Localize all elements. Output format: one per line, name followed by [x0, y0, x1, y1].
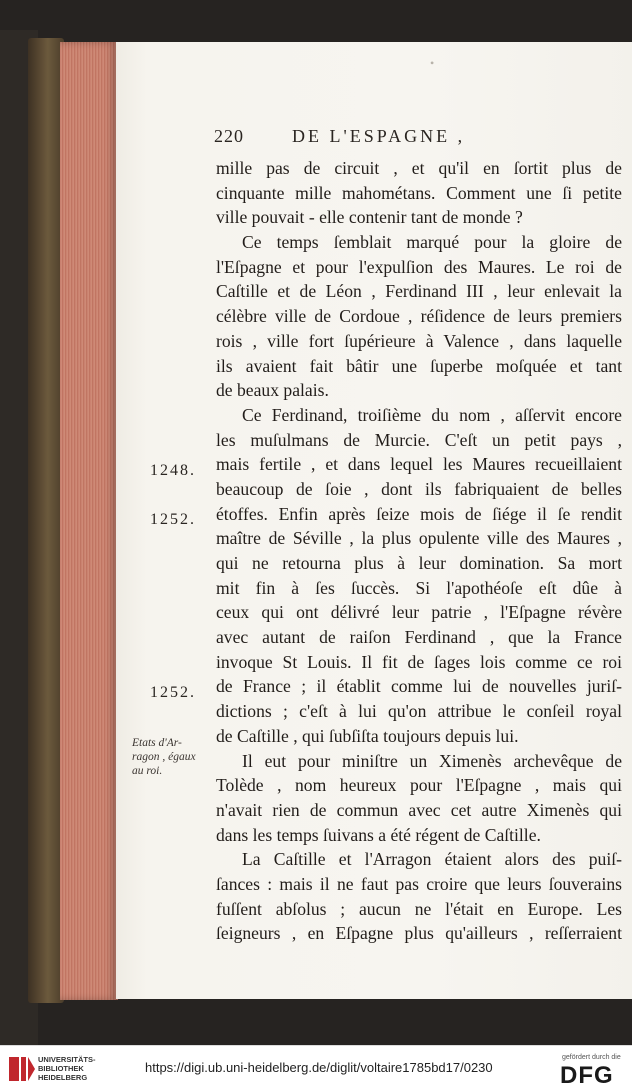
text-line: ſeigneurs , en Eſpagne plus qu'ailleurs , reſſerraient — [216, 923, 622, 944]
text-line: dictions ; c'eſt à lui qu'on attribue le conſeil royal — [216, 701, 622, 722]
text-line: mit fin à ſes ſuccès. Si l'apothéoſe eſt dûe à — [216, 577, 622, 598]
text-line: avec autant de raiſon Ferdinand , que la France — [216, 627, 622, 648]
text-line: ils avaient fait bâtir une ſuperbe moſquée et tant — [216, 355, 622, 376]
funded-by-label: gefördert durch die — [562, 1054, 621, 1061]
text-line: beaucoup de ſoie , dont ils fabriquaient de belles — [216, 478, 622, 499]
text-line: mais fertile , et dans lequel les Maures recueillaient — [216, 454, 622, 475]
text-line: de Caſtille , qui ſubſiſta toujours depuis lui. — [216, 725, 519, 746]
text-line: mille pas de circuit , et qu'il en ſortit plus de — [216, 158, 622, 178]
margin-note-line: Etats d'Ar- — [132, 737, 182, 749]
margin-note-line: au roi. — [132, 765, 163, 777]
text-line: ceux qui ont délivré leur patrie , l'Eſpagne révère — [216, 602, 622, 623]
text-line: fuſſent abſolus ; aucun ne l'était en Europe. Les — [216, 898, 622, 919]
book-page — [116, 42, 632, 999]
running-head-title: DE L'ESPAGNE , — [292, 126, 466, 146]
page-mark: • — [430, 56, 435, 70]
text-line: Ce temps ſemblait marqué pour la gloire de — [242, 232, 622, 253]
institution-name-line: BIBLIOTHEK — [38, 1064, 84, 1073]
text-line: Ce Ferdinand, troiſième du nom , aſſervit encore — [242, 404, 622, 425]
text-line: Il eut pour miniſtre un Ximenès archevêque de — [242, 750, 622, 771]
document-url-link[interactable]: https://digi.ub.uni-heidelberg.de/diglit/voltaire1785bd17/0230 — [145, 1060, 493, 1075]
page-number: 220 — [214, 126, 244, 146]
text-line: La Caſtille et l'Arragon étaient alors des puiſ- — [242, 849, 622, 870]
running-head — [214, 126, 632, 152]
text-line: maître de Séville , la plus opulente ville des Maures , — [216, 528, 622, 549]
viewer-footer — [0, 1045, 632, 1092]
body-text — [216, 156, 622, 946]
text-line: ſances : mais il ne faut pas croire que leurs ſouverains — [216, 873, 622, 894]
margin-year: 1252. — [150, 511, 196, 528]
book-spine — [28, 38, 64, 1003]
institution-name[interactable] — [38, 1055, 96, 1082]
text-line: célèbre ville de Cordoue , réſidence de leurs premiers — [216, 306, 622, 327]
text-line: ville pouvait - elle contenir tant de monde ? — [216, 207, 523, 228]
margin-year: 1248. — [150, 462, 196, 479]
text-line: Tolède , nom heureux pour l'Eſpagne , mais qui — [216, 775, 622, 796]
page-edges — [60, 42, 118, 1000]
text-line: Caſtille et de Léon , Ferdinand III , leur enlevait la — [216, 281, 622, 302]
text-line: invoque St Louis. Il fit de ſages lois comme ce roi — [216, 651, 622, 672]
text-line: dans les temps ſuivans a été régent de Caſtille. — [216, 824, 541, 845]
institution-name-line: HEIDELBERG — [38, 1073, 88, 1082]
text-line: qui ne retourna plus à leur domination. Sa mort — [216, 553, 622, 573]
text-line: de beaux palais. — [216, 380, 329, 401]
institution-name-line: UNIVERSITÄTS- — [38, 1055, 96, 1064]
text-line: l'Eſpagne et pour l'expulſion des Maures. Le roi de — [216, 256, 622, 277]
text-line: de France ; il établit comme lui de nouvelles juriſ- — [216, 676, 622, 697]
dfg-logo[interactable]: DFG — [560, 1062, 614, 1089]
margin-year: 1252. — [150, 684, 196, 701]
text-line: les muſulmans de Murcie. C'eſt un petit pays , — [216, 429, 622, 450]
margin-note-line: ragon , égaux — [132, 751, 196, 763]
university-library-logo-icon[interactable] — [8, 1054, 36, 1084]
margin-note — [132, 736, 196, 778]
text-line: rois , ville fort ſupérieure à Valence , dans laquelle — [216, 330, 622, 351]
text-line: n'avait rien de commun avec cet autre Ximenès qui — [216, 799, 622, 820]
text-line: cinquante mille mahométans. Comment une ſi petite — [216, 182, 622, 203]
text-line: étoffes. Enfin après ſeize mois de ſiége il ſe rendit — [216, 503, 622, 524]
